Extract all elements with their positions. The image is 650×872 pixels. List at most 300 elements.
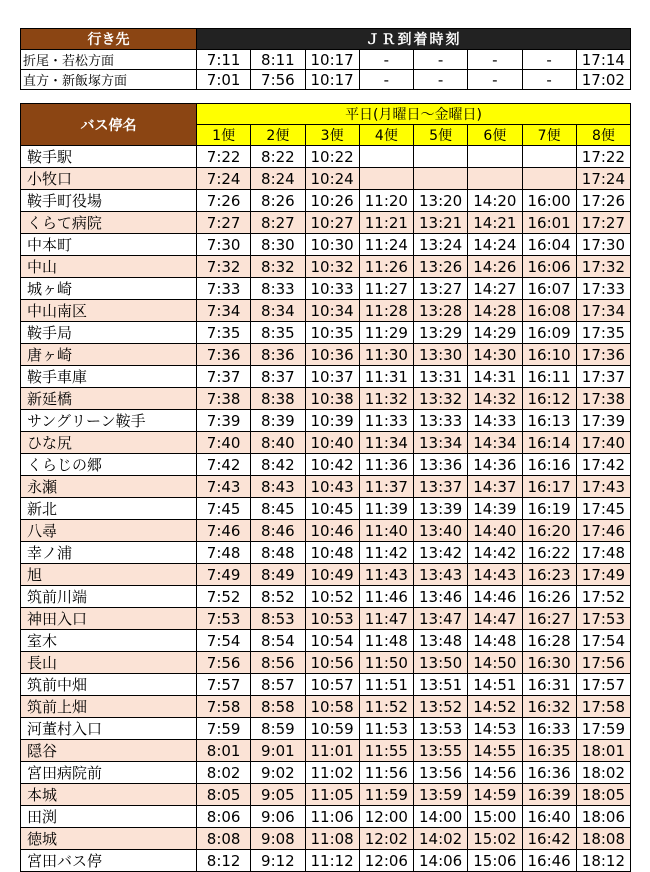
departure-time: 16:23 <box>522 564 576 586</box>
departure-time: 16:13 <box>522 410 576 432</box>
jr-time: 8:11 <box>251 50 305 70</box>
departure-time: 16:26 <box>522 586 576 608</box>
departure-time: 14:32 <box>468 388 522 410</box>
departure-time: 10:42 <box>305 454 359 476</box>
departure-time: 8:02 <box>197 762 251 784</box>
departure-time: 14:34 <box>468 432 522 454</box>
departure-time: 9:05 <box>251 784 305 806</box>
departure-time: 7:39 <box>197 410 251 432</box>
departure-time: 10:30 <box>305 234 359 256</box>
departure-time: 13:36 <box>414 454 468 476</box>
jr-time: - <box>468 50 522 70</box>
departure-time: 10:39 <box>305 410 359 432</box>
departure-time: 16:12 <box>522 388 576 410</box>
departure-time: 7:52 <box>197 586 251 608</box>
table-row <box>21 542 631 564</box>
departure-time: 7:40 <box>197 432 251 454</box>
table-row <box>21 476 631 498</box>
departure-time: 8:30 <box>251 234 305 256</box>
bus-stop-name: 河董村入口 <box>21 718 197 740</box>
departure-time: 14:47 <box>468 608 522 630</box>
departure-time: 17:57 <box>576 674 630 696</box>
table-row <box>21 168 631 190</box>
departure-time: 7:32 <box>197 256 251 278</box>
jr-arrival-table <box>20 28 631 90</box>
table-row <box>21 630 631 652</box>
departure-time: 8:54 <box>251 630 305 652</box>
departure-time: 16:30 <box>522 652 576 674</box>
departure-time: 14:29 <box>468 322 522 344</box>
departure-time: 7:27 <box>197 212 251 234</box>
departure-time: 10:54 <box>305 630 359 652</box>
departure-time: 13:53 <box>414 718 468 740</box>
departure-time: 13:32 <box>414 388 468 410</box>
departure-time: 16:28 <box>522 630 576 652</box>
departure-time: 13:33 <box>414 410 468 432</box>
departure-time: 11:42 <box>359 542 413 564</box>
departure-time <box>359 146 413 168</box>
bus-stop-name: 筑前上畑 <box>21 696 197 718</box>
departure-time: 8:06 <box>197 806 251 828</box>
departure-time: 16:27 <box>522 608 576 630</box>
departure-time: 13:59 <box>414 784 468 806</box>
departure-time: 17:27 <box>576 212 630 234</box>
departure-time: 7:59 <box>197 718 251 740</box>
departure-time: 14:21 <box>468 212 522 234</box>
departure-time: 18:12 <box>576 850 630 872</box>
departure-time: 16:07 <box>522 278 576 300</box>
departure-time: 13:29 <box>414 322 468 344</box>
departure-time: 18:02 <box>576 762 630 784</box>
departure-time: 12:02 <box>359 828 413 850</box>
departure-time: 8:37 <box>251 366 305 388</box>
jr-time: - <box>522 50 576 70</box>
table-row <box>21 718 631 740</box>
run-header: 2便 <box>251 125 305 146</box>
bus-stop-name: ひな尻 <box>21 432 197 454</box>
departure-time: 13:37 <box>414 476 468 498</box>
departure-time: 7:57 <box>197 674 251 696</box>
departure-time: 17:40 <box>576 432 630 454</box>
departure-time: 17:26 <box>576 190 630 212</box>
departure-time: 8:56 <box>251 652 305 674</box>
departure-time: 8:53 <box>251 608 305 630</box>
departure-time: 16:40 <box>522 806 576 828</box>
departure-time: 14:40 <box>468 520 522 542</box>
departure-time: 9:01 <box>251 740 305 762</box>
departure-time: 14:43 <box>468 564 522 586</box>
departure-time: 7:54 <box>197 630 251 652</box>
departure-time: 10:27 <box>305 212 359 234</box>
departure-time: 8:26 <box>251 190 305 212</box>
departure-time: 12:00 <box>359 806 413 828</box>
jr-time: 17:14 <box>576 50 630 70</box>
departure-time: 16:42 <box>522 828 576 850</box>
table-row <box>21 454 631 476</box>
departure-time: 11:55 <box>359 740 413 762</box>
departure-time: 10:43 <box>305 476 359 498</box>
departure-time: 8:05 <box>197 784 251 806</box>
departure-time: 7:36 <box>197 344 251 366</box>
departure-time: 13:24 <box>414 234 468 256</box>
bus-stop-name: 徳城 <box>21 828 197 850</box>
departure-time: 8:43 <box>251 476 305 498</box>
departure-time: 16:04 <box>522 234 576 256</box>
departure-time: 16:17 <box>522 476 576 498</box>
departure-time: 14:52 <box>468 696 522 718</box>
departure-time: 8:36 <box>251 344 305 366</box>
departure-time: 14:06 <box>414 850 468 872</box>
departure-time: 7:43 <box>197 476 251 498</box>
departure-time: 7:33 <box>197 278 251 300</box>
table-row <box>21 366 631 388</box>
departure-time <box>468 146 522 168</box>
bus-stop-name: 田渕 <box>21 806 197 828</box>
departure-time: 10:57 <box>305 674 359 696</box>
departure-time: 17:56 <box>576 652 630 674</box>
table-row <box>21 190 631 212</box>
bus-stop-name: 隠谷 <box>21 740 197 762</box>
bus-stop-name: 長山 <box>21 652 197 674</box>
departure-time: 11:26 <box>359 256 413 278</box>
table-row <box>21 322 631 344</box>
departure-time: 11:21 <box>359 212 413 234</box>
departure-time: 14:51 <box>468 674 522 696</box>
departure-time: 8:58 <box>251 696 305 718</box>
bus-stop-name: 永瀬 <box>21 476 197 498</box>
departure-time: 13:51 <box>414 674 468 696</box>
departure-time: 16:10 <box>522 344 576 366</box>
departure-time: 11:47 <box>359 608 413 630</box>
departure-time: 16:20 <box>522 520 576 542</box>
departure-time: 7:26 <box>197 190 251 212</box>
table-row <box>21 212 631 234</box>
departure-time: 14:37 <box>468 476 522 498</box>
departure-time: 16:09 <box>522 322 576 344</box>
bus-stop-name: 神田入口 <box>21 608 197 630</box>
departure-time: 17:46 <box>576 520 630 542</box>
departure-time: 13:56 <box>414 762 468 784</box>
jr-time: - <box>359 50 413 70</box>
departure-time: 16:46 <box>522 850 576 872</box>
departure-time: 17:42 <box>576 454 630 476</box>
departure-time: 14:27 <box>468 278 522 300</box>
departure-time: 7:48 <box>197 542 251 564</box>
departure-time: 13:55 <box>414 740 468 762</box>
table-row <box>21 740 631 762</box>
table-row <box>21 586 631 608</box>
departure-time: 11:39 <box>359 498 413 520</box>
jr-time: - <box>414 70 468 90</box>
departure-time: 7:53 <box>197 608 251 630</box>
departure-time: 8:12 <box>197 850 251 872</box>
table-row <box>21 674 631 696</box>
departure-time <box>522 146 576 168</box>
jr-time: 10:17 <box>305 50 359 70</box>
departure-time: 8:48 <box>251 542 305 564</box>
departure-time: 15:06 <box>468 850 522 872</box>
departure-time: 16:39 <box>522 784 576 806</box>
departure-time: 7:35 <box>197 322 251 344</box>
departure-time: 10:52 <box>305 586 359 608</box>
departure-time: 7:34 <box>197 300 251 322</box>
departure-time: 13:47 <box>414 608 468 630</box>
bus-stop-name: くらて病院 <box>21 212 197 234</box>
departure-time: 8:39 <box>251 410 305 432</box>
jr-time: - <box>522 70 576 90</box>
departure-time: 11:52 <box>359 696 413 718</box>
departure-time: 11:30 <box>359 344 413 366</box>
departure-time: 8:22 <box>251 146 305 168</box>
departure-time: 11:29 <box>359 322 413 344</box>
departure-time: 13:43 <box>414 564 468 586</box>
jr-row <box>21 50 631 70</box>
bus-stop-name: 中本町 <box>21 234 197 256</box>
departure-time: 14:55 <box>468 740 522 762</box>
table-row <box>21 344 631 366</box>
departure-time: 10:24 <box>305 168 359 190</box>
departure-time: 13:26 <box>414 256 468 278</box>
bus-stop-name: 鞍手局 <box>21 322 197 344</box>
bus-stop-name: 鞍手町役場 <box>21 190 197 212</box>
departure-time: 14:31 <box>468 366 522 388</box>
bus-stop-name: 中山 <box>21 256 197 278</box>
departure-time: 16:22 <box>522 542 576 564</box>
table-row <box>21 278 631 300</box>
departure-time: 10:37 <box>305 366 359 388</box>
bus-stop-name: 旭 <box>21 564 197 586</box>
departure-time: 13:42 <box>414 542 468 564</box>
departure-time: 11:12 <box>305 850 359 872</box>
bus-stop-name: 城ヶ崎 <box>21 278 197 300</box>
departure-time: 10:59 <box>305 718 359 740</box>
departure-time: 7:46 <box>197 520 251 542</box>
bus-stop-name: 鞍手車庫 <box>21 366 197 388</box>
departure-time: 17:22 <box>576 146 630 168</box>
departure-time: 16:31 <box>522 674 576 696</box>
departure-time: 13:31 <box>414 366 468 388</box>
departure-time: 18:01 <box>576 740 630 762</box>
departure-time: 14:02 <box>414 828 468 850</box>
bus-stop-name: 小牧口 <box>21 168 197 190</box>
departure-time: 14:36 <box>468 454 522 476</box>
departure-time: 11:48 <box>359 630 413 652</box>
departure-time: 14:46 <box>468 586 522 608</box>
departure-time: 13:52 <box>414 696 468 718</box>
jr-arrival-header: ＪＲ到着時刻 <box>197 29 631 50</box>
destination-header: 行き先 <box>21 29 197 50</box>
departure-time: 7:30 <box>197 234 251 256</box>
departure-time: 9:06 <box>251 806 305 828</box>
departure-time: 11:51 <box>359 674 413 696</box>
departure-time: 11:33 <box>359 410 413 432</box>
departure-time: 7:24 <box>197 168 251 190</box>
departure-time: 7:56 <box>197 652 251 674</box>
departure-time: 11:32 <box>359 388 413 410</box>
departure-time: 13:46 <box>414 586 468 608</box>
bus-stop-name: くらじの郷 <box>21 454 197 476</box>
departure-time: 11:27 <box>359 278 413 300</box>
table-row <box>21 608 631 630</box>
departure-time: 10:48 <box>305 542 359 564</box>
departure-time: 13:39 <box>414 498 468 520</box>
departure-time: 8:27 <box>251 212 305 234</box>
bus-stop-name: 新延橋 <box>21 388 197 410</box>
departure-time: 13:20 <box>414 190 468 212</box>
run-header: 4便 <box>359 125 413 146</box>
departure-time: 11:01 <box>305 740 359 762</box>
run-header: 3便 <box>305 125 359 146</box>
departure-time: 17:59 <box>576 718 630 740</box>
departure-time: 10:22 <box>305 146 359 168</box>
departure-time: 11:46 <box>359 586 413 608</box>
departure-time: 16:11 <box>522 366 576 388</box>
departure-time: 8:08 <box>197 828 251 850</box>
departure-time <box>468 168 522 190</box>
departure-time: 8:46 <box>251 520 305 542</box>
run-header: 8便 <box>576 125 630 146</box>
table-row <box>21 410 631 432</box>
bus-stop-name: 八尋 <box>21 520 197 542</box>
departure-time: 10:56 <box>305 652 359 674</box>
bus-stop-name: 宮田病院前 <box>21 762 197 784</box>
bus-stop-header: バス停名 <box>21 104 197 146</box>
departure-time: 16:06 <box>522 256 576 278</box>
jr-time: 7:01 <box>197 70 251 90</box>
departure-time: 10:33 <box>305 278 359 300</box>
departure-time: 17:58 <box>576 696 630 718</box>
departure-time: 9:02 <box>251 762 305 784</box>
departure-time: 17:45 <box>576 498 630 520</box>
table-row <box>21 234 631 256</box>
departure-time: 14:28 <box>468 300 522 322</box>
bus-stop-name: 新北 <box>21 498 197 520</box>
departure-time: 16:14 <box>522 432 576 454</box>
departure-time: 11:08 <box>305 828 359 850</box>
departure-time: 14:42 <box>468 542 522 564</box>
bus-stop-name: 室木 <box>21 630 197 652</box>
bus-stop-name: 唐ヶ崎 <box>21 344 197 366</box>
jr-time: 7:11 <box>197 50 251 70</box>
table-row <box>21 300 631 322</box>
departure-time: 10:38 <box>305 388 359 410</box>
departure-time: 14:33 <box>468 410 522 432</box>
departure-time: 8:57 <box>251 674 305 696</box>
departure-time: 17:34 <box>576 300 630 322</box>
departure-time: 17:49 <box>576 564 630 586</box>
departure-time: 9:08 <box>251 828 305 850</box>
table-row <box>21 806 631 828</box>
bus-stop-name: 鞍手駅 <box>21 146 197 168</box>
departure-time: 15:02 <box>468 828 522 850</box>
departure-time: 8:33 <box>251 278 305 300</box>
departure-time: 10:34 <box>305 300 359 322</box>
jr-time: - <box>359 70 413 90</box>
departure-time: 11:56 <box>359 762 413 784</box>
departure-time: 16:36 <box>522 762 576 784</box>
departure-time: 7:38 <box>197 388 251 410</box>
bus-stop-name: 中山南区 <box>21 300 197 322</box>
departure-time: 18:08 <box>576 828 630 850</box>
departure-time: 14:20 <box>468 190 522 212</box>
departure-time: 16:00 <box>522 190 576 212</box>
departure-time: 11:06 <box>305 806 359 828</box>
departure-time: 10:35 <box>305 322 359 344</box>
table-row <box>21 498 631 520</box>
departure-time: 11:50 <box>359 652 413 674</box>
jr-time: 7:56 <box>251 70 305 90</box>
table-row <box>21 520 631 542</box>
departure-time: 8:01 <box>197 740 251 762</box>
departure-time: 11:43 <box>359 564 413 586</box>
departure-time: 8:40 <box>251 432 305 454</box>
departure-time: 16:08 <box>522 300 576 322</box>
departure-time: 11:20 <box>359 190 413 212</box>
departure-time: 17:37 <box>576 366 630 388</box>
departure-time: 8:38 <box>251 388 305 410</box>
departure-time: 7:49 <box>197 564 251 586</box>
bus-stop-name: 筑前川端 <box>21 586 197 608</box>
departure-time: 17:39 <box>576 410 630 432</box>
departure-time: 11:02 <box>305 762 359 784</box>
table-row <box>21 784 631 806</box>
departure-time: 14:00 <box>414 806 468 828</box>
departure-time: 17:35 <box>576 322 630 344</box>
departure-time: 16:19 <box>522 498 576 520</box>
departure-time: 11:05 <box>305 784 359 806</box>
departure-time: 11:37 <box>359 476 413 498</box>
departure-time: 14:26 <box>468 256 522 278</box>
run-header: 1便 <box>197 125 251 146</box>
departure-time: 13:50 <box>414 652 468 674</box>
departure-time: 11:34 <box>359 432 413 454</box>
departure-time: 16:16 <box>522 454 576 476</box>
departure-time: 16:35 <box>522 740 576 762</box>
departure-time: 14:48 <box>468 630 522 652</box>
departure-time: 10:45 <box>305 498 359 520</box>
departure-time: 8:24 <box>251 168 305 190</box>
departure-time: 16:32 <box>522 696 576 718</box>
departure-time: 18:05 <box>576 784 630 806</box>
departure-time: 10:58 <box>305 696 359 718</box>
bus-stop-name: 筑前中畑 <box>21 674 197 696</box>
departure-time: 17:52 <box>576 586 630 608</box>
departure-time: 17:53 <box>576 608 630 630</box>
bus-timetable <box>20 103 631 872</box>
jr-time: 17:02 <box>576 70 630 90</box>
departure-time: 8:34 <box>251 300 305 322</box>
departure-time: 10:32 <box>305 256 359 278</box>
departure-time: 14:59 <box>468 784 522 806</box>
departure-time: 14:24 <box>468 234 522 256</box>
run-header: 7便 <box>522 125 576 146</box>
departure-time: 11:36 <box>359 454 413 476</box>
departure-time: 8:52 <box>251 586 305 608</box>
jr-row <box>21 70 631 90</box>
departure-time: 11:28 <box>359 300 413 322</box>
departure-time: 14:50 <box>468 652 522 674</box>
departure-time: 10:26 <box>305 190 359 212</box>
departure-time: 8:32 <box>251 256 305 278</box>
table-row <box>21 432 631 454</box>
bus-stop-name: 幸ノ浦 <box>21 542 197 564</box>
departure-time: 10:49 <box>305 564 359 586</box>
jr-time: 10:17 <box>305 70 359 90</box>
departure-time: 13:27 <box>414 278 468 300</box>
departure-time: 15:00 <box>468 806 522 828</box>
jr-time: - <box>414 50 468 70</box>
weekday-header: 平日(月曜日～金曜日) <box>197 104 631 125</box>
